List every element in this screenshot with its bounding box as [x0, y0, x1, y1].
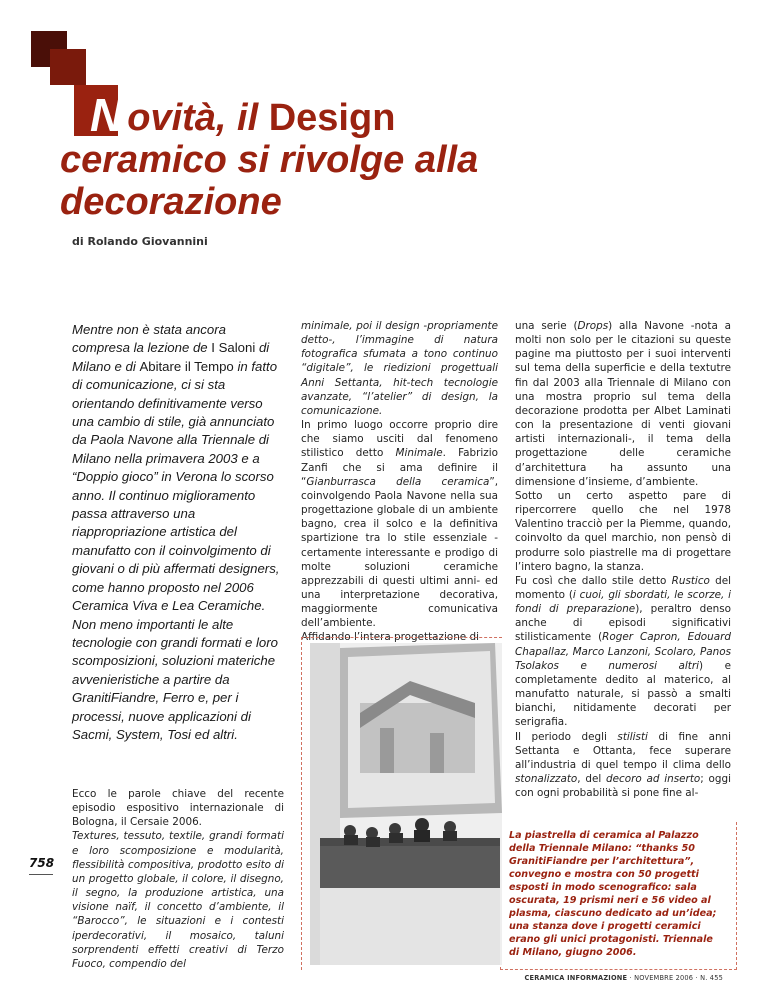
- lead-paragraph: [72, 321, 284, 744]
- text-run: ; oggi con ogni probabilità si pone fine al-: [515, 773, 731, 800]
- text-run: ) alla Navone -nota a molti non solo per le citazioni su queste pagine ma piuttosto per i suoi interventi sul tema della superficie e della textutre fin dal 2003 alla Triennale di Milano con una mostra proprio sul tema della decorazione prodotta per Albet Laminati con la presentazione di venti giovani artisti internazionali-, il tema della progettazione delle ceramiche d’architettura ha assunto una dimensione d’insieme, d’ambiente.: [515, 320, 731, 488]
- lead-text: [72, 321, 284, 744]
- text-run: ), peraltro denso anche di episodi significativi stilisticamente (: [515, 603, 731, 644]
- article-title: [60, 89, 700, 223]
- text-run: , del: [577, 773, 607, 785]
- text-run: Gianburrasca della ceramica: [306, 475, 490, 488]
- text-run: Roger Capron, Edouard Chapallaz, Marco Lanzoni, Scolaro, Panos Tsolakos e numerosi altri: [515, 631, 731, 672]
- page-footer: [525, 974, 723, 982]
- text-run: Drops: [577, 320, 609, 332]
- text-run: Textures, tessuto, textile, grandi formati e loro scomposizione e modularità, flessibilità compositiva, prodotto esito di un progetto globale, il colore, il disegno, il segno, la produzione artistica, una visione naïf, il concetto d’ambiente, il “Barocco”, le situazioni e i contesti iperdecorativi, il mosaico, taluni sorprendenti effetti creativi di Terzo Fuoco, compendio del: [72, 830, 284, 970]
- title-line-3: decorazione: [60, 181, 282, 223]
- text-run: ) e completamente dedito al materico, al manufatto naturale, si passò a smalti bianchi, nitidamente decorati per serigrafia.: [515, 659, 731, 729]
- text-run: i cuoi, gli sbordati, le scorze, i fondi di preparazione: [515, 588, 731, 616]
- title-line-2: ceramico si rivolge alla: [60, 139, 479, 181]
- title-line-1-rest: ovità, il: [127, 97, 269, 139]
- text-run: del momento (: [515, 574, 731, 601]
- text-run: Mentre non è stata ancora compresa la lezione de: [72, 322, 226, 356]
- conference-photo: [310, 643, 502, 965]
- title-line-1: [60, 89, 700, 141]
- text-run: Affidando l’intera progettazione di: [301, 631, 479, 644]
- page-number: 758: [29, 856, 55, 870]
- body-column-3: [515, 319, 731, 800]
- decor-square-mid: [50, 49, 86, 85]
- byline: di Rolando Giovannini: [72, 235, 208, 248]
- column-2-text: [301, 319, 498, 645]
- column-1-text: [72, 787, 284, 971]
- text-run: Il periodo degli: [515, 730, 618, 743]
- text-run: Ecco le parole chiave del recente episodio espositivo internazionale di Bologna, il Cersaie 2006.: [72, 788, 284, 829]
- text-run: Abitare il Tempo: [139, 358, 234, 374]
- text-run: . Fabrizio Zanfi che si ama definire il “: [301, 447, 498, 488]
- text-run: Fu così che dallo stile detto: [515, 574, 672, 587]
- text-run: decoro ad inserto: [606, 773, 701, 785]
- text-run: Sotto un certo aspetto pare di ripercorrere quello che nel 1978 Valentino tracciò per la Piemme, quando, coinvolto da quel marchio, non pensò di produrre solo piastrelle ma di progettare l’intero bagno, la stanza.: [515, 489, 731, 573]
- text-run: in fatto di comunicazione, ci si sta orientando definitivamente verso una cambio di stile, già annunciato da Paola Navone alla Triennale di Milano nella primavera 2003 e a “Doppio gioco” in Verona lo scorso anno. Il continuo miglioramento passa attraverso una riappropriazione artistica del manufatto con il coinvolgimento di giovani o di più affermati designers, come hanno proposto nel 2006 Ceramica Viva e Lea Ceramiche.: [72, 358, 280, 614]
- text-run: Non meno importanti le alte tecnologie con grandi formati e loro scomposizioni, soluzioni materiche avvenieristiche a partire da GranitiFiandre, Ferro e, per i processi, nuove applicazioni di Sacmi, System, Tosi ed altri.: [72, 616, 278, 742]
- conference-photo-illustration: [310, 643, 502, 965]
- text-run: stilisti: [617, 730, 648, 743]
- text-run: di Milano e di: [72, 340, 270, 374]
- body-column-2: [301, 319, 498, 645]
- title-initial: N: [90, 89, 124, 141]
- text-run: stonalizzato: [515, 773, 578, 785]
- footer-magazine: CERAMICA INFORMAZIONE: [524, 974, 628, 982]
- text-run: ”, coinvolgendo Paola Navone nella sua progettazione globale di un ambiente bagno, crea il solco e la definitiva spartizione tra lo stile essenziale -certamente interessante e prodigo di molte soluzioni ceramiche apprezzabili di questi ultimi anni- ed una interpretazione decorativa, maggiormente comunicativa dell’ambiente.: [301, 475, 498, 630]
- column-3-text: [515, 319, 731, 800]
- text-run: Rustico: [671, 574, 710, 587]
- photo-caption: La piastrella di ceramica al Palazzo della Triennale Milano: “thanks 50 GranitiFiandre per l’architettura”, convegno e mostra con 50 progetti esposti in modo scenografico: sala oscurata, 19 prismi neri e 56 video al plasma, ciascuno dedicato ad un’idea; una stanza dove i progetti ceramici erano gli unici protagonisti. Triennale di Milano, giugno 2006.: [509, 830, 717, 958]
- body-column-1: [72, 787, 284, 971]
- text-run: In primo luogo occorre proprio dire che siamo usciti dal fenomeno stilistico detto: [301, 419, 498, 460]
- page-number-rule: [29, 874, 53, 875]
- text-run: minimale, poi il design -propriamente detto-, l’immagine di natura fotografica sfumata a tono continuo “digitale”, le riedizioni progettuali Anni Settanta, hit-tech tecnologie avanzate, “l’atelier” di design, la comunicazione.: [301, 320, 498, 417]
- text-run: Minimale: [395, 447, 443, 460]
- text-run: di fine anni Settanta e Ottanta, fece superare all’industria di quel tempo il clima dello: [515, 730, 731, 771]
- title-design-word: Design: [268, 97, 396, 139]
- footer-issue: · NOVEMBRE 2006 · N. 455: [629, 974, 723, 982]
- text-run: una serie (: [515, 320, 578, 332]
- text-run: I Saloni: [211, 340, 256, 356]
